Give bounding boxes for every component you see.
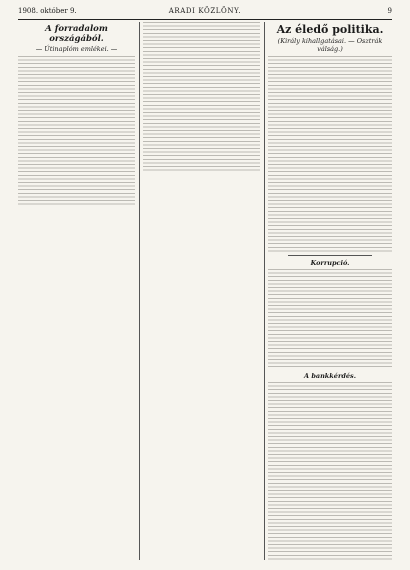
- issue-date: 1908. október 9.: [18, 7, 77, 15]
- section-heading: A bankkérdés.: [304, 372, 356, 380]
- article-title: Az éledő politika.: [276, 23, 384, 36]
- section-body-text: [268, 382, 392, 562]
- column-separator: [139, 22, 140, 560]
- column-separator: [264, 22, 265, 560]
- article-subtitle: (Király kihallgatásai. — Osztrák válság.): [277, 37, 383, 53]
- column-1: [18, 22, 135, 562]
- article-title: A forradalom országából.: [45, 24, 108, 44]
- article-body-text: [268, 56, 392, 252]
- column-2: [143, 22, 260, 562]
- section-heading: Korrupció.: [310, 259, 350, 267]
- column-3: [268, 22, 392, 562]
- running-header: [18, 6, 392, 18]
- article-subtitle: — Útinaplóm emlékei. —: [35, 45, 118, 53]
- article-body-text: [143, 22, 260, 172]
- header-rule: [18, 19, 392, 20]
- section-body-text: [268, 269, 392, 369]
- page-number: 9: [387, 7, 392, 15]
- article-body-text: [18, 56, 135, 206]
- section-rule: [288, 255, 372, 256]
- newspaper-name: ARADI KÖZLÖNY.: [168, 7, 242, 15]
